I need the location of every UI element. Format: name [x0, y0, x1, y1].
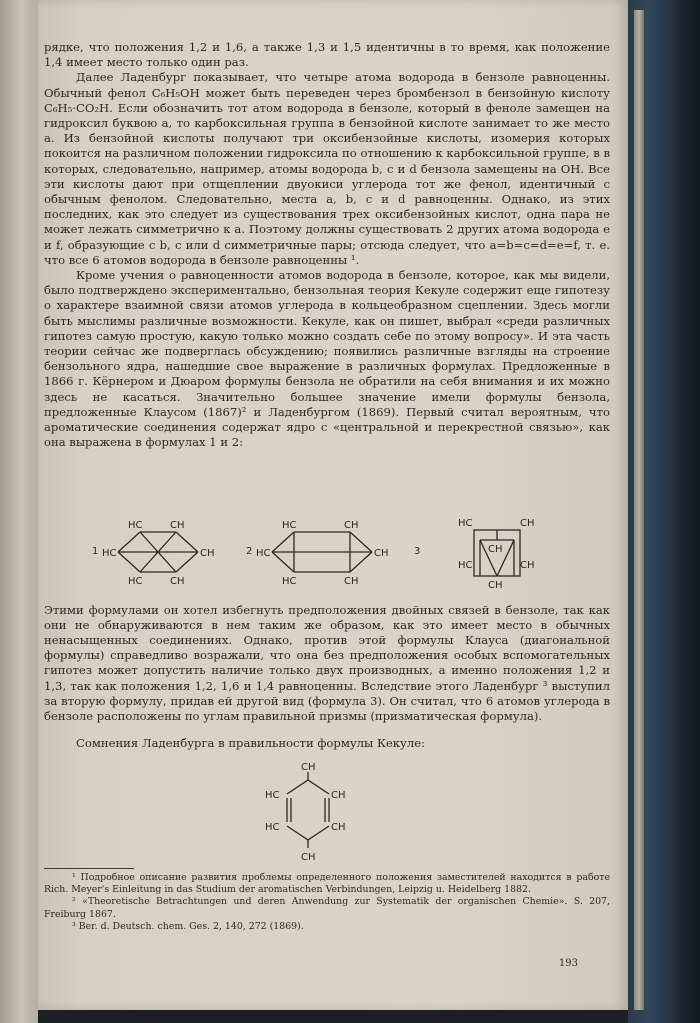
- main-text-continued: [44, 591, 610, 763]
- footnote: ² «Theoretische Betrachtungen und deren Anwendung zur Systematik der organischen Chemie». S. 207, Freiburg 1867.: [44, 896, 610, 920]
- formula-number-2: 2: [246, 546, 253, 557]
- group-label: CH: [301, 762, 316, 773]
- claus-diagonal-formula: [118, 532, 198, 572]
- footnote-divider: [44, 868, 134, 869]
- group-label: CH: [170, 520, 185, 531]
- formula-number-3: 3: [414, 546, 421, 557]
- footnotes: [44, 872, 610, 933]
- group-label: CH: [488, 580, 503, 591]
- paragraph: Далее Ладенбург показывает, что четыре атома водорода в бензоле равноценны. Обычный фенол C₆H₅OH может быть переведен через бромбензол в бензойную кислоту C₆H₅·CO₂H. Если обозначить тот атом водорода в бензоле, который в феноле замещен на гидроксил буквою a, то карбоксильная группа в бензойной кислоте занимает то же место a. Из бензойной кислоты получают три оксибензойные кислоты, изомерия которых покоится на различном положении гидроксила по отношению к карбоксильной группе, в в которых, следовательно, например, атомы водорода b, c и d бензола замещены на OH. Все эти кислоты дают при отщеплении двуокиси углерода тот же фенол, идентичный с обычным фенолом. Следовательно, места a, b, c и d равноценны. Однако, из этих последних, как это следует из существования трех оксибензойных кислот, одна пара не может лежать симметрично к a. Поэтому должны существовать 2 других атома водорода e и f, образующие с b, c или d симметричные пары; отсюда следует, что a=b=c=d=e=f, т. е. что все 6 атомов водорода в бензоле равноценны ¹.: [44, 70, 610, 267]
- group-label: HC: [128, 576, 143, 587]
- page-block-edge: [634, 10, 644, 1010]
- group-label: CH: [331, 822, 346, 833]
- group-label: CH: [200, 548, 215, 559]
- group-label: CH: [331, 790, 346, 801]
- group-label: HC: [265, 822, 280, 833]
- paragraph: Сомнения Ладенбурга в правильности формулы Кекуле:: [76, 735, 425, 750]
- group-label: HC: [282, 576, 297, 587]
- group-label: HC: [128, 520, 143, 531]
- group-label: HC: [102, 548, 117, 559]
- group-label: CH: [344, 520, 359, 531]
- book-page: [38, 0, 628, 1010]
- group-label: CH: [520, 518, 535, 529]
- group-label: CH: [170, 576, 185, 587]
- paragraph: рядке, что положения 1,2 и 1,6, а также 1,3 и 1,5 идентичны в то время, как положение 1,4 имеет место только один раз.: [44, 40, 610, 70]
- group-label: HC: [265, 790, 280, 801]
- group-label: HC: [458, 560, 473, 571]
- paragraph: Кроме учения о равноценности атомов водорода в бензоле, которое, как мы видели, было подтверждено экспериментально, бензольная теория Кекуле содержит еще гипотезу о характере взаимной связи атомов углерода в кольцеобразном сцеплении. Здесь могли быть мыслимы различные возможности. Кекуле, как он пишет, выбрал «среди различных гипотез самую простую, какую только можно создать себе по этому вопросу». И эта часть теории сейчас же подверглась обсуждению; появились различные взгляды на строение бензольного ядра, нашедшие свое выражение в различных формулах. Предложенные в 1866 г. Кёрнером и Дюаром формулы бензола не обратили на себя внимания и их можно здесь не касаться. Значительно большее значение имели формулы бензола, предложенные Клаусом (1867)² и Ладенбургом (1869). Первый считал вероятным, что ароматические соединения содержат ядро с «центральной и перекрестной связью», как она выражена в формулах 1 и 2:: [44, 268, 610, 450]
- group-label: HC: [256, 548, 271, 559]
- kekule-benzene-formula: [263, 758, 353, 868]
- group-label: CH: [488, 544, 503, 555]
- page-number: 193: [558, 958, 578, 969]
- group-label: CH: [520, 560, 535, 571]
- adjacent-page-edge: [0, 0, 38, 1023]
- group-label: CH: [344, 576, 359, 587]
- ladenburg-formula: [272, 532, 372, 572]
- footnote: ³ Ber. d. Deutsch. chem. Ges. 2, 140, 272 (1869).: [72, 920, 304, 932]
- group-label: HC: [282, 520, 297, 531]
- book-spine: [628, 0, 700, 1023]
- formula-number-1: 1: [92, 546, 99, 557]
- group-label: HC: [458, 518, 473, 529]
- benzene-formulas-1-2-3: [88, 510, 558, 590]
- footnote: ¹ Подробное описание развития проблемы определенного положения заместителей находится в работе Rich. Meyer's Einleitung in das Studium der aromatischen Verbindungen, Leipzig u. Heidelberg 1882.: [44, 872, 610, 896]
- group-label: CH: [374, 548, 389, 559]
- main-text: [44, 40, 610, 450]
- group-label: CH: [301, 852, 316, 863]
- paragraph: Этими формулами он хотел избегнуть предположения двойных связей в бензоле, так как они не обнаруживаются в нем таким же образом, как это имеет место в обычных ненасыщенных соединениях. Однако, против этой формулы Клауса (диагональной формулы) справедливо возражали, что она без предположения особых вспомогательных гипотез может допустить наличие только двух производных, а именно положения 1,2 и 1,3, так как положения 1,2, 1,6 и 1,4 равноценны. Вследствие этого Ладенбург ³ выступил за вторую формулу, придав ей другой вид (формула 3). Он считал, что 6 атомов углерода в бензоле расположены по углам правильной призмы (призматическая формула).: [44, 602, 610, 724]
